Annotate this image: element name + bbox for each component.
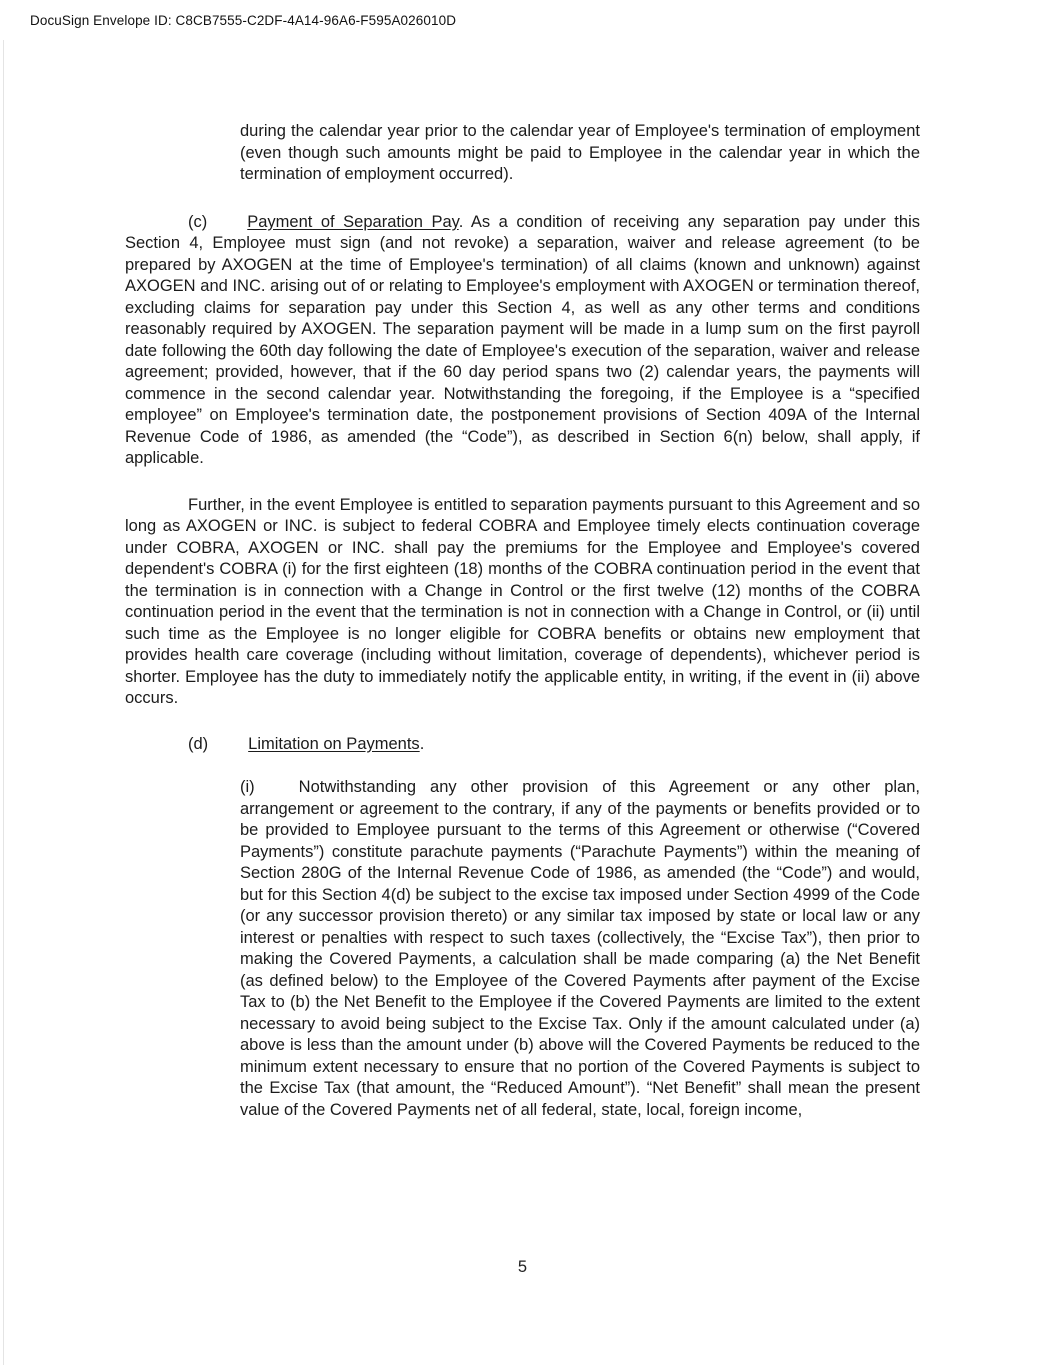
scan-edge-artifact [3, 40, 4, 1365]
clause-c-label: (c) [188, 212, 208, 231]
clause-c-text: . As a condition of receiving any separation pay under this Section 4, Employee must sign (and not revoke) a separation, waiver and release agreement (to be prepared by AXOGEN at the time of Employee's termination) of all claims (known and unknown) against AXOGEN and INC. arising out of or relating to Employee's employment with AXOGEN or termination thereof, excluding claims for separation pay under this Section 4, as well as any other terms and conditions reasonably required by AXOGEN. The separation payment will be made in a lump sum on the first payroll date following the 60th day following the date of Employee's execution of the separation, waiver and release agreement; provided, however, that if the 60 day period spans two (2) calendar years, the payments will commence in the second calendar year. Notwithstanding the foregoing, if the Employee is a “specified employee” on Employee's termination date, the postponement provisions of Section 409A of the Internal Revenue Code of 1986, as amended (the “Code”), as described in Section 6(n) below, shall apply, if applicable. [125, 212, 920, 467]
paragraph-d-heading [125, 734, 920, 756]
paragraph-d-i [240, 777, 920, 1121]
clause-d-label: (d) [188, 734, 209, 753]
clause-i-text: Notwithstanding any other provision of this Agreement or any other plan, arrangement or agreement to the contrary, if any of the payments or benefits provided or to be provided to Employee pursuant to the terms of this Agreement or otherwise (“Covered Payments”) constitute parachute payments (“Parachute Payments”) within the meaning of Section 280G of the Internal Revenue Code of 1986, as amended (the “Code”) and would, but for this Section 4(d) be subject to the excise tax imposed under Section 4999 of the Code (or any successor provision thereto) or any similar tax imposed by state or local law or any interest or penalties with respect to such taxes (collectively, the “Excise Tax”), then prior to making the Covered Payments, a calculation shall be made comparing (a) the Net Benefit (as defined below) to the Employee of the Covered Payments after payment of the Excise Tax to (b) the Net Benefit to the Employee if the Covered Payments are limited to the extent necessary to avoid being subject to the Excise Tax. Only if the amount calculated under (a) above is less than the amount under (b) above will the Covered Payments be reduced to the minimum extent necessary to ensure that no portion of the Covered Payments is subject to the Excise Tax (that amount, the “Reduced Amount”). “Net Benefit” shall mean the present value of the Covered Payments net of all federal, state, local, foreign income, [240, 778, 920, 1119]
clause-d-heading: Limitation on Payments [248, 734, 420, 753]
paragraph-further: Further, in the event Employee is entitled to separation payments pursuant to this Agreement and so long as AXOGEN or INC. is subject to federal COBRA and Employee timely elects continuation coverage under COBRA, AXOGEN or INC. shall pay the premiums for the Employee and Employee's covered dependent's COBRA (i) for the first eighteen (18) months of the COBRA continuation period in the event that the termination is in connection with a Change in Control or the first twelve (12) months of the COBRA continuation period in the event that the termination is not in connection with a Change in Control, or (ii) until such time as the Employee is no longer eligible for COBRA benefits or obtains new employment that provides health care coverage (including without limitation, coverage of dependents), whichever period is shorter. Employee has the duty to immediately notify the applicable entity, in writing, if the event in (ii) above occurs. [125, 495, 920, 707]
paragraph-c [125, 212, 920, 470]
document-body [125, 121, 920, 1121]
clause-c-heading: Payment of Separation Pay [247, 212, 459, 231]
docusign-envelope-id: DocuSign Envelope ID: C8CB7555-C2DF-4A14-96A6-F595A026010D [30, 13, 457, 28]
page-number: 5 [517, 1258, 528, 1276]
clause-i-label: (i) [240, 778, 255, 796]
clause-d-period: . [419, 734, 425, 753]
paragraph-intro-continuation: during the calendar year prior to the calendar year of Employee's termination of employment (even though such amounts might be paid to Employee in the calendar year in which the termination of employment occurred). [240, 122, 920, 183]
